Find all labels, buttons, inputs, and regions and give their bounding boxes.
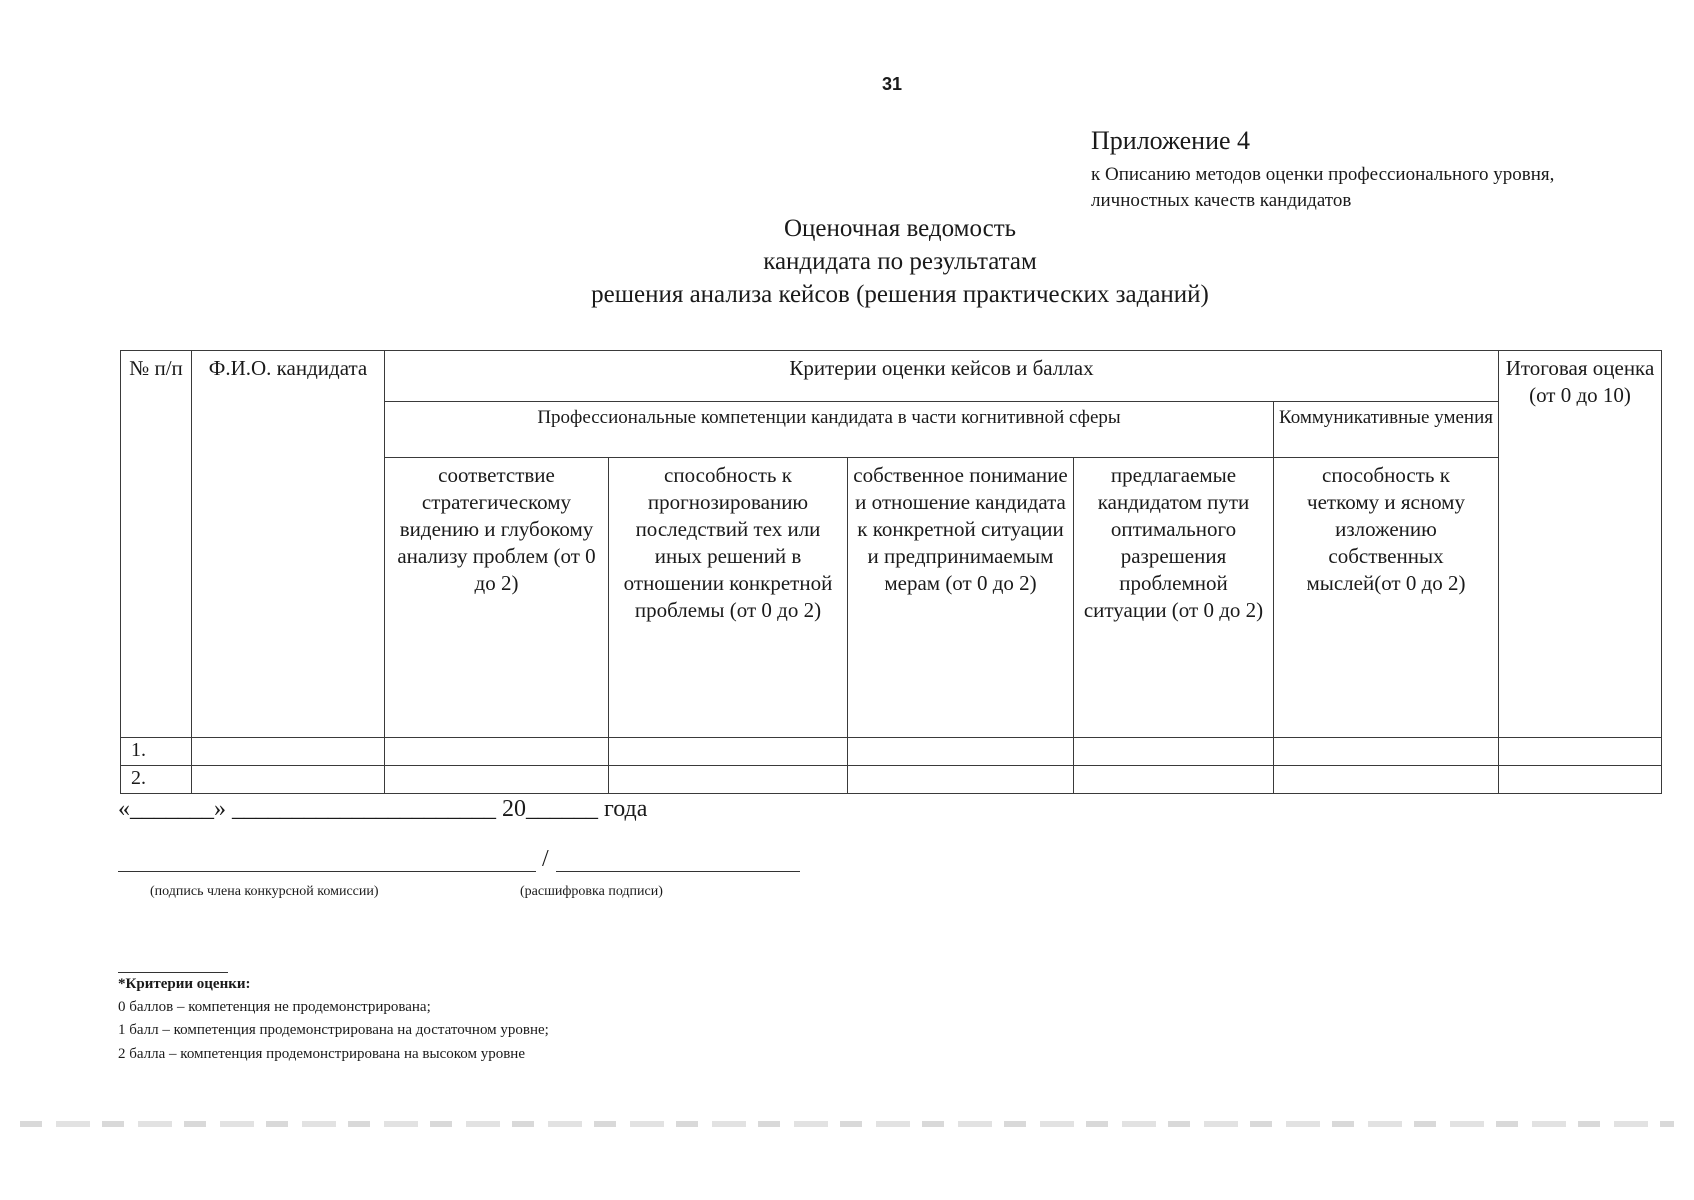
- footnote-divider: [118, 972, 228, 973]
- name-cell[interactable]: [191, 737, 385, 766]
- signature-separator: /: [542, 846, 549, 872]
- final-score-cell[interactable]: [1498, 765, 1662, 794]
- score-cell[interactable]: [1073, 765, 1274, 794]
- criterion-3-header: собственное понимание и отношение кандидата к конкретной ситуации и предпринимаемым мерам (от 0 до 2): [847, 457, 1074, 738]
- document-title: [500, 212, 1300, 311]
- col-number-header: № п/п: [120, 350, 192, 738]
- score-cell[interactable]: [608, 765, 848, 794]
- document-title-line1: Оценочная ведомость: [783, 215, 1017, 242]
- appendix-title: Приложение 4: [1091, 126, 1251, 155]
- score-cell[interactable]: [847, 765, 1074, 794]
- signature-line: [118, 871, 536, 872]
- document-title-line3: решения анализа кейсов (решения практических заданий): [591, 281, 1209, 308]
- appendix-subtitle: [1091, 162, 1691, 214]
- score-cell[interactable]: [384, 765, 609, 794]
- scan-artifact-strip: [20, 1121, 1674, 1127]
- appendix-subtitle-line2: личностных качеств кандидатов: [1091, 190, 1352, 211]
- page-number: 31: [881, 74, 903, 94]
- footnote-item: 2 балла – компетенция продемонстрирована на высоком уровне: [118, 1046, 525, 1062]
- final-score-header: Итоговая оценка (от 0 до 10): [1498, 350, 1662, 738]
- footnote-heading: *Критерии оценки:: [118, 976, 251, 992]
- footnote-item: 1 балл – компетенция продемонстрирована на достаточном уровне;: [118, 1022, 549, 1038]
- date-line: «_______» ______________________ 20______ года: [118, 796, 648, 822]
- row-number: 2.: [120, 765, 192, 794]
- score-cell[interactable]: [1073, 737, 1274, 766]
- decoding-line: [556, 871, 800, 872]
- appendix-subtitle-line1: к Описанию методов оценки профессионального уровня,: [1091, 164, 1555, 185]
- footnote-item: 0 баллов – компетенция не продемонстрирована;: [118, 999, 431, 1015]
- communicative-skills-header: Коммуникативные умения: [1273, 401, 1499, 458]
- final-score-cell[interactable]: [1498, 737, 1662, 766]
- score-cell[interactable]: [1273, 765, 1499, 794]
- criterion-4-header: предлагаемые кандидатом пути оптимального разрешения проблемной ситуации (от 0 до 2): [1073, 457, 1274, 738]
- signature-caption: (подпись члена конкурсной комиссии): [150, 884, 379, 899]
- decoding-caption: (расшифровка подписи): [520, 884, 663, 899]
- professional-competencies-header: Профессиональные компетенции кандидата в части когнитивной сферы: [384, 401, 1274, 458]
- score-cell[interactable]: [1273, 737, 1499, 766]
- criterion-2-header: способность к прогнозированию последствий тех или иных решений в отношении конкретной проблемы (от 0 до 2): [608, 457, 848, 738]
- name-cell[interactable]: [191, 765, 385, 794]
- criterion-1-header: соответствие стратегическому видению и глубокому анализу проблем (от 0 до 2): [384, 457, 609, 738]
- criteria-header: Критерии оценки кейсов и баллах: [384, 350, 1499, 402]
- row-number: 1.: [120, 737, 192, 766]
- score-cell[interactable]: [847, 737, 1074, 766]
- score-cell[interactable]: [384, 737, 609, 766]
- document-title-line2: кандидата по результатам: [763, 248, 1037, 275]
- col-name-header: Ф.И.О. кандидата: [191, 350, 385, 738]
- criterion-5-header: способность к четкому и ясному изложению собственных мыслей(от 0 до 2): [1273, 457, 1499, 738]
- score-cell[interactable]: [608, 737, 848, 766]
